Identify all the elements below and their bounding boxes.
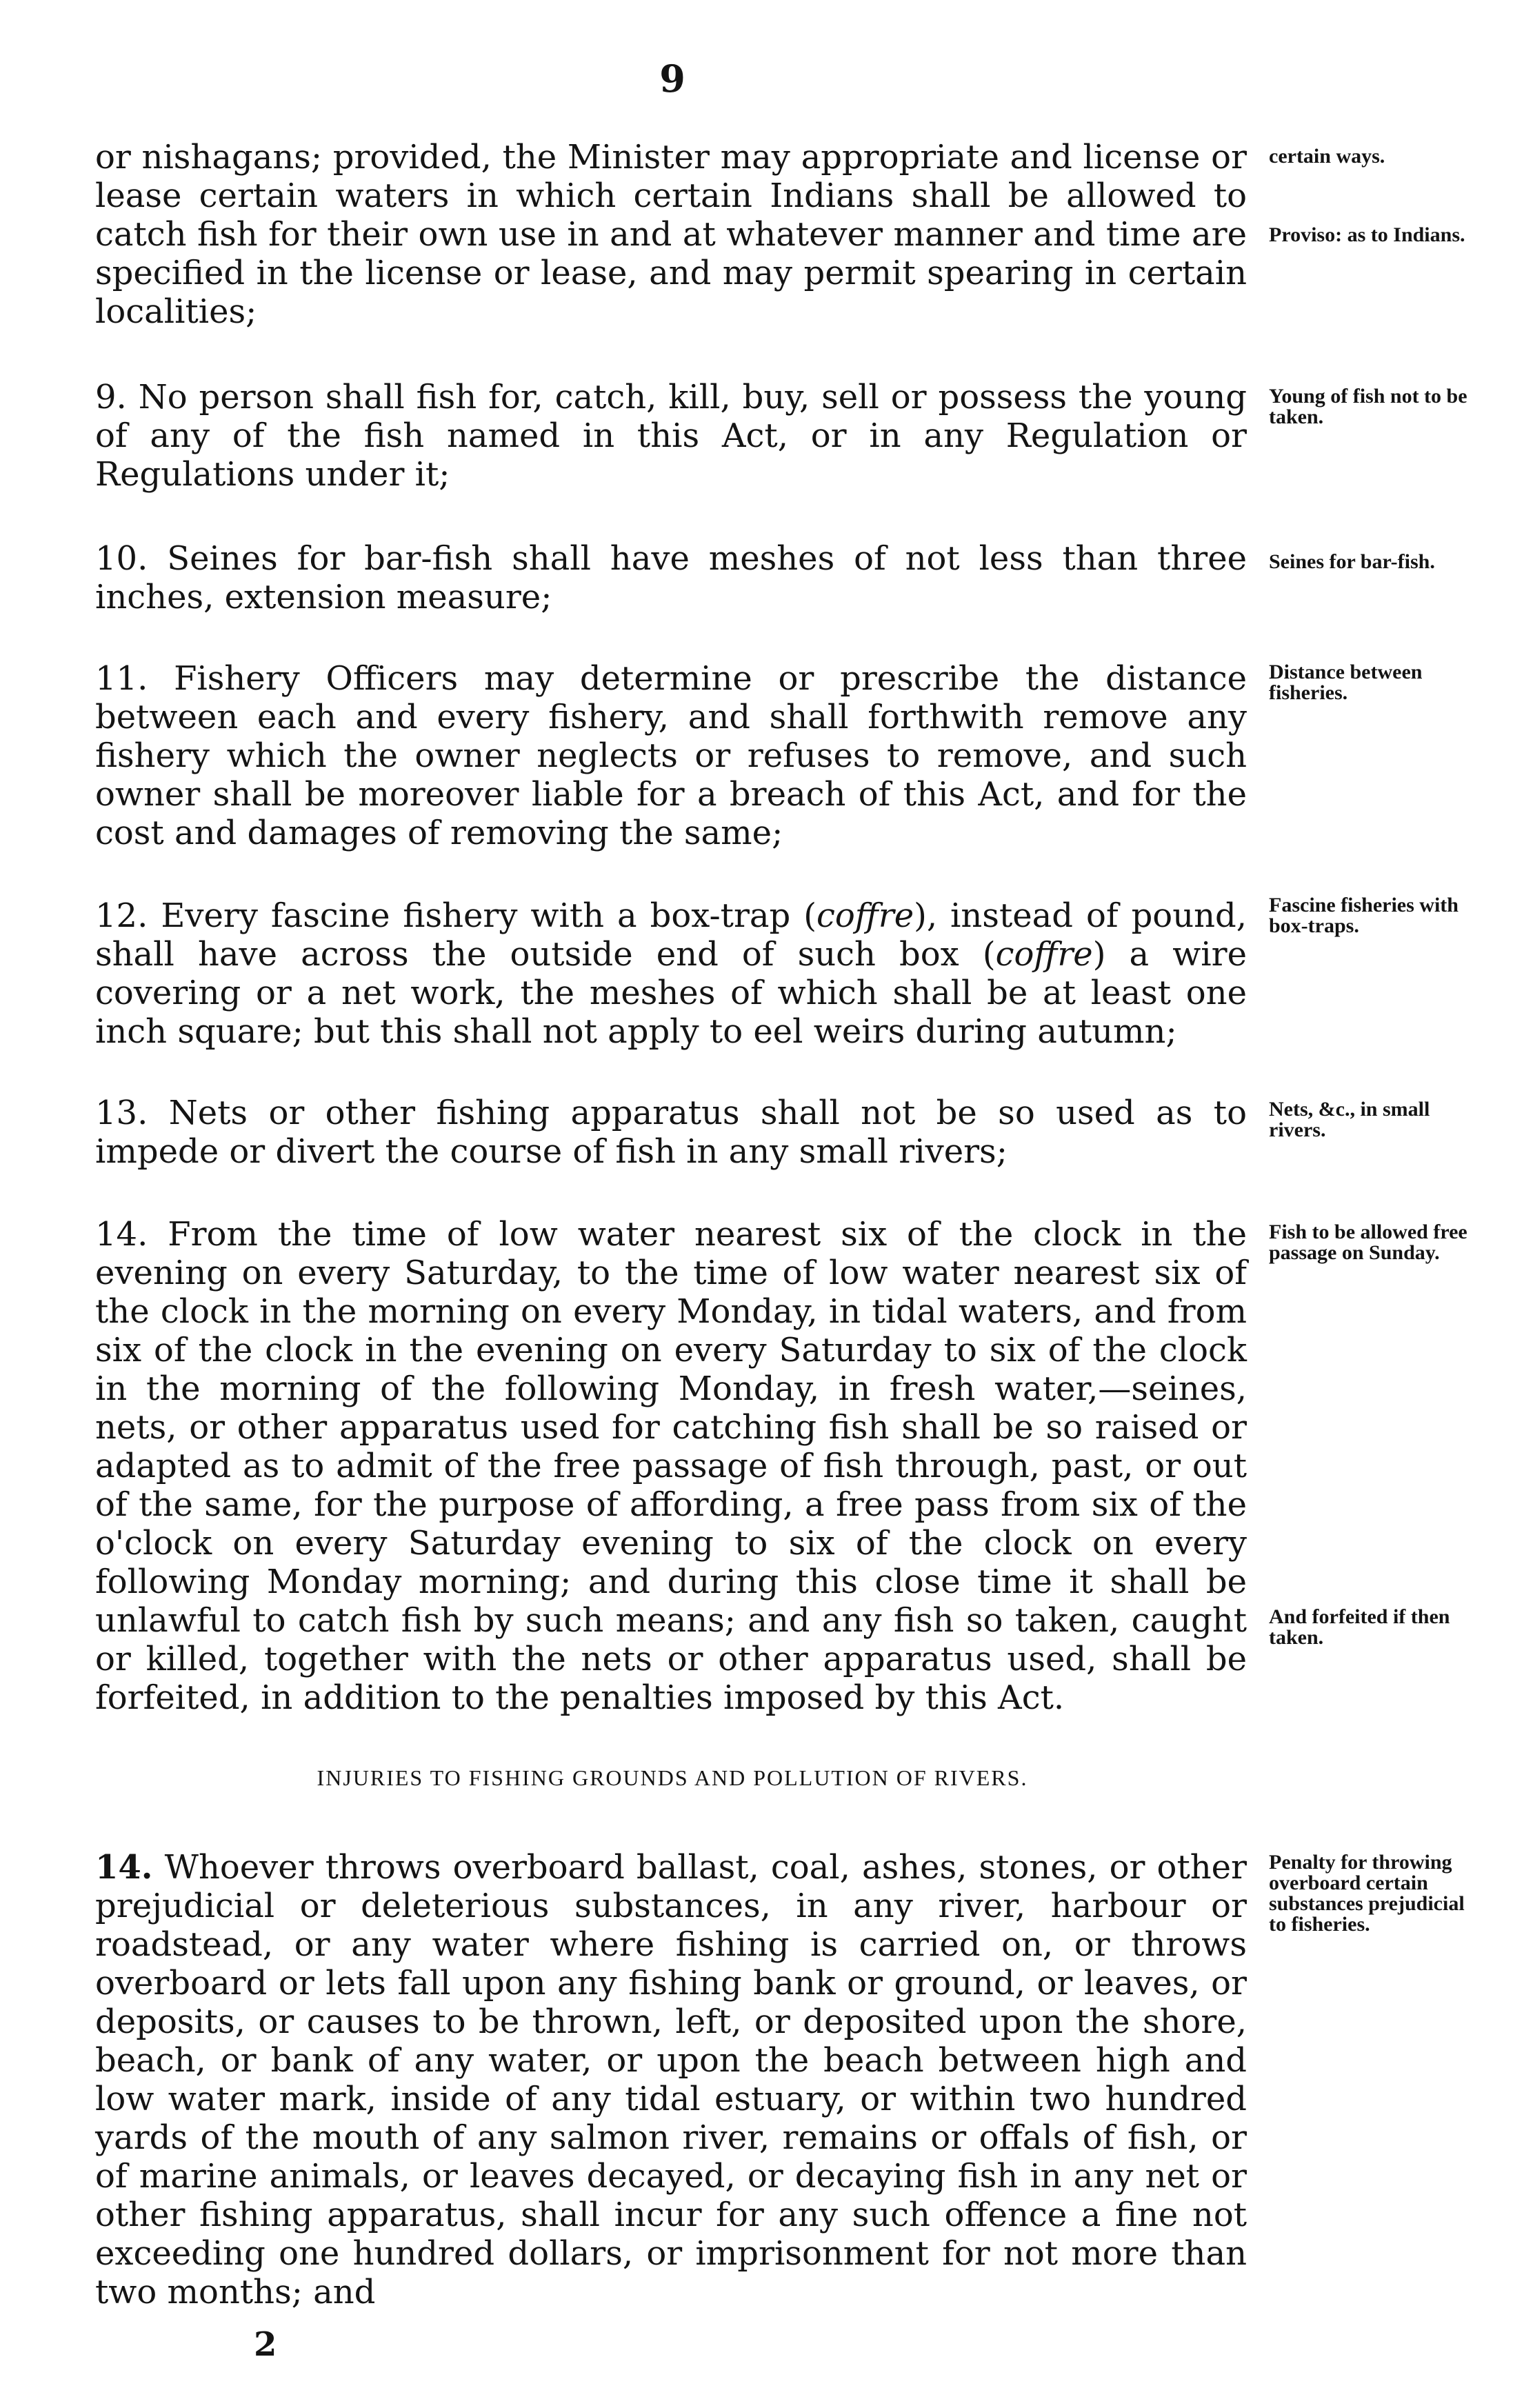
margin-note: And forfeited if then taken. bbox=[1269, 1605, 1450, 1649]
margin-note: Penalty for throwing overboard certain substances prejudicial to fisheries. bbox=[1269, 1851, 1465, 1936]
section-number: 14. bbox=[95, 1848, 153, 1887]
section-text: No person shall fish for, catch, kill, buy, sell or possess the young of any of the fish named in this Act, or in any Regulation or Regulations under it; bbox=[95, 378, 1247, 494]
section-14-pollution bbox=[95, 1848, 1247, 2311]
section-number: 11. bbox=[95, 659, 148, 698]
section-text-part: ), instead of pound, shall have across the outside end of such box ( bbox=[95, 896, 1248, 974]
section-number: 12. bbox=[95, 896, 148, 935]
italic-term: coffre bbox=[816, 896, 914, 935]
section-heading: INJURIES TO FISHING GROUNDS AND POLLUTION OF RIVERS. bbox=[317, 1765, 1028, 1790]
margin-note: Proviso: as to Indians. bbox=[1269, 223, 1465, 246]
section-text: Nets or other fishing apparatus shall not be so used as to impede or divert the course of fish in any small rivers; bbox=[95, 1094, 1247, 1171]
margin-note: Distance between fisheries. bbox=[1269, 661, 1423, 704]
italic-term: coffre bbox=[995, 935, 1093, 974]
margin-note: Fascine fisheries with box-traps. bbox=[1269, 894, 1459, 937]
section-text-part: Every fascine fishery with a box-trap ( bbox=[161, 896, 816, 935]
section-continuation bbox=[95, 138, 1247, 331]
section-text: Seines for bar-fish shall have meshes of not less than three inches, extension measure; bbox=[95, 539, 1248, 616]
section-text: Fishery Officers may determine or prescribe the distance between each and every fishery, and shall forthwith remove any fishery which the owner neglects or refuses to remove, and such owner shall be moreover liable for a breach of this Act, and for the cost and damages of removing the same; bbox=[95, 659, 1248, 852]
page-number: 9 bbox=[659, 57, 685, 101]
section-9 bbox=[95, 378, 1247, 494]
section-13 bbox=[95, 1094, 1247, 1171]
margin-note: certain ways. bbox=[1269, 145, 1385, 168]
section-text: or nishagans; provided, the Minister may appropriate and license or lease certain waters in which certain Indians shall be allowed to catch fish for their own use in and at whatever manner and time are specified in the license or lease, and may permit spearing in certain localities; bbox=[95, 138, 1247, 331]
margin-note: Seines for bar-fish. bbox=[1269, 550, 1435, 573]
section-text-part: ) a wire covering or a net work, the meshes of which shall be at least one inch square; but this shall not apply to eel weirs during autumn; bbox=[95, 935, 1247, 1051]
section-10 bbox=[95, 539, 1247, 616]
section-number: 9. bbox=[95, 378, 127, 417]
section-number: 14. bbox=[95, 1215, 148, 1254]
margin-note: Young of fish not to be taken. bbox=[1269, 385, 1467, 428]
margin-note: Nets, &c., in small rivers. bbox=[1269, 1098, 1430, 1141]
section-12 bbox=[95, 896, 1247, 1051]
section-11 bbox=[95, 659, 1247, 852]
section-14-close-time bbox=[95, 1215, 1247, 1717]
section-number: 13. bbox=[95, 1094, 148, 1132]
signature-mark: 2 bbox=[254, 2325, 277, 2364]
section-number: 10. bbox=[95, 539, 148, 578]
margin-note: Fish to be allowed free passage on Sunday. bbox=[1269, 1221, 1467, 1264]
section-text: Whoever throws overboard ballast, coal, ashes, stones, or other prejudicial or deleterious substances, in any river, harbour or roadstead, or any water where fishing is carried on, or throws overboard or lets fall upon any fishing bank or ground, or leaves, or deposits, or causes to be thrown, left, or deposited upon the shore, beach, or bank of any water, or upon the beach between high and low water mark, inside of any tidal estuary, or within two hundred yards of the mouth of any salmon river, remains or offals of fish, or of marine animals, or leaves decayed, or decaying fish in any net or other fishing apparatus, shall incur for any such offence a fine not exceeding one hundred dollars, or imprisonment for not more than two months; and bbox=[95, 1848, 1247, 2311]
section-text: From the time of low water nearest six of the clock in the evening on every Saturday, to the time of low water nearest six of the clock in the morning on every Monday, in tidal waters, and from six of the clock in the evening on every Saturday to six of the clock in the morning of the following Monday, in fresh water,—seines, nets, or other apparatus used for catching fish shall be so raised or adapted as to admit of the free passage of fish through, past, or out of the same, for the purpose of affording, a free pass from six of the o'clock on every Saturday evening to six of the clock on every following Monday morning; and during this close time it shall be unlawful to catch fish by such means; and any fish so taken, caught or killed, together with the nets or other apparatus used, shall be forfeited, in addition to the penalties imposed by this Act. bbox=[95, 1215, 1247, 1717]
